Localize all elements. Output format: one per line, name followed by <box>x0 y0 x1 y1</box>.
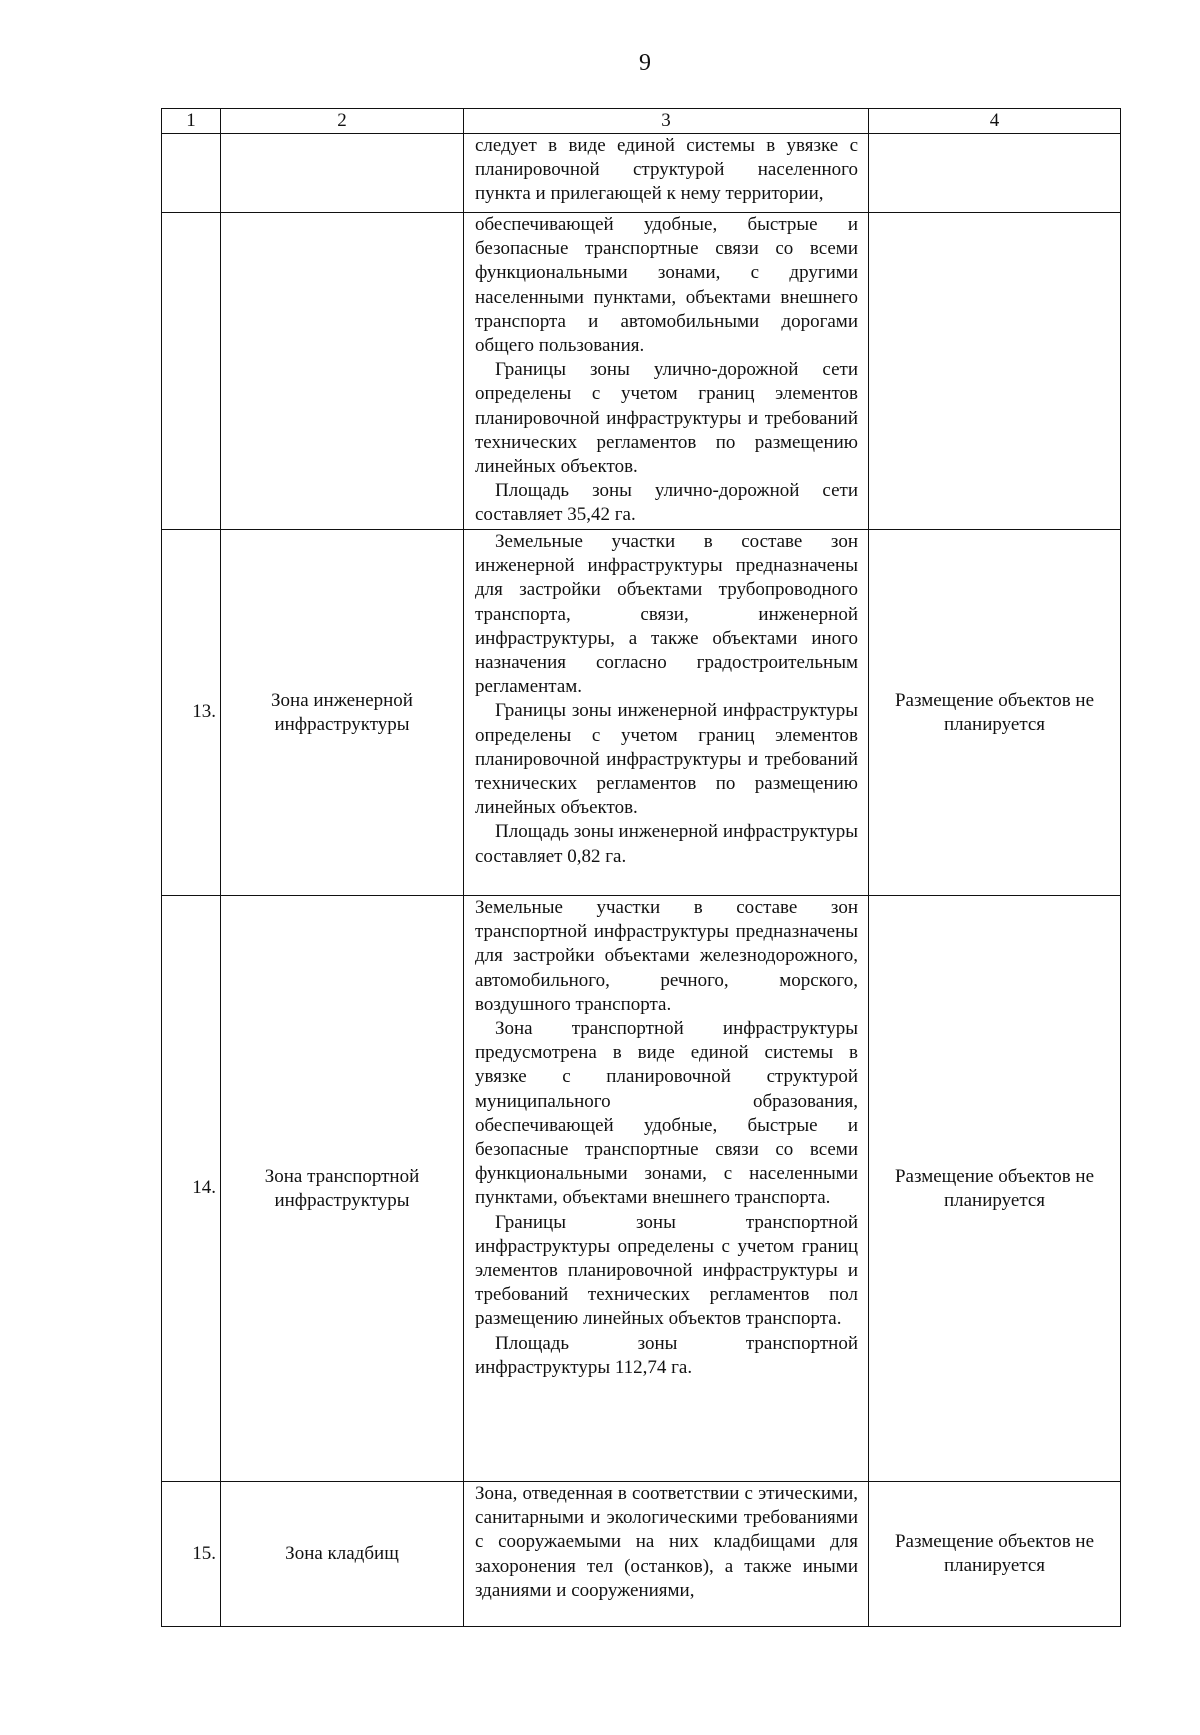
zone-description <box>464 896 869 1482</box>
description-paragraph: Границы зоны улично-дорожной сети определены с учетом границ элементов планировочной инфраструктуры и требований технических регламентов по размещению линейных объектов. <box>475 359 858 478</box>
table-row <box>162 134 1121 213</box>
row-number: 13. <box>162 530 221 896</box>
description-paragraph: Границы зоны инженерной инфраструктуры определены с учетом границ элементов планировочной инфраструктуры и требований технических регламентов по размещению линейных объектов. <box>475 700 858 819</box>
description-paragraph: Площадь зоны улично-дорожной сети составляет 35,42 га. <box>475 480 858 526</box>
description-paragraph: Площадь зоны транспортной инфраструктуры 112,74 га. <box>475 1332 858 1378</box>
zone-name <box>221 134 464 213</box>
table-row <box>162 896 1121 1482</box>
table-row <box>162 213 1121 530</box>
description-paragraph: Земельные участки в составе зон транспортной инфраструктуры предназначены для застройки объектами железнодорожного, автомобильного, речного, морского, воздушного транспорта. <box>475 897 858 1015</box>
table-row <box>162 1482 1121 1627</box>
table-row <box>162 530 1121 896</box>
planned-objects <box>869 134 1121 213</box>
column-header-3: 3 <box>464 109 869 134</box>
column-header-1: 1 <box>162 109 221 134</box>
description-paragraph: обеспечивающей удобные, быстрые и безопасные транспортные связи со всеми функциональными зонами, с другими населенными пунктами, объектами внешнего транспорта и автомобильными дорогами общего пользования. <box>475 214 858 357</box>
row-number: 14. <box>162 896 221 1482</box>
zones-table <box>161 108 1121 1627</box>
planned-objects <box>869 213 1121 530</box>
planned-objects: Размещение объектов не планируется <box>869 1482 1121 1627</box>
zone-description <box>464 530 869 896</box>
row-number <box>162 134 221 213</box>
column-header-4: 4 <box>869 109 1121 134</box>
planned-objects: Размещение объектов не планируется <box>869 530 1121 896</box>
description-paragraph: Зона транспортной инфраструктуры предусмотрена в виде единой системы в увязке с планировочной структурой муниципального образования, обеспечивающей удобные, быстрые и безопасные транспортные связи со всеми функциональными зонами, с населенными пунктами, объектами внешнего транспорта. <box>475 1018 858 1209</box>
planned-objects: Размещение объектов не планируется <box>869 896 1121 1482</box>
table-header-row <box>162 109 1121 134</box>
description-paragraph: Площадь зоны инженерной инфраструктуры составляет 0,82 га. <box>475 821 858 867</box>
row-number: 15. <box>162 1482 221 1627</box>
column-header-2: 2 <box>221 109 464 134</box>
description-paragraph: Границы зоны транспортной инфраструктуры определены с учетом границ элементов планировочной инфраструктуры и требований технических регламентов пол размещению линейных объектов транспорта. <box>475 1211 858 1330</box>
zone-description <box>464 213 869 530</box>
zone-description <box>464 134 869 213</box>
description-paragraph: Зона, отведенная в соответствии с этическими, санитарными и экологическими требованиями с сооружаемыми на них кладбищами для захоронения тел (останков), а также иными зданиями и сооружениями, <box>475 1483 858 1601</box>
row-number <box>162 213 221 530</box>
zone-name: Зона инженерной инфраструктуры <box>221 530 464 896</box>
page-number: 9 <box>639 50 651 76</box>
zone-description <box>464 1482 869 1627</box>
description-paragraph: следует в виде единой системы в увязке с планировочной структурой населенного пункта и прилегающей к нему территории, <box>475 135 858 205</box>
zone-name <box>221 213 464 530</box>
zone-name: Зона транспортной инфраструктуры <box>221 896 464 1482</box>
zone-name: Зона кладбищ <box>221 1482 464 1627</box>
description-paragraph: Земельные участки в составе зон инженерной инфраструктуры предназначены для застройки объектами трубопроводного транспорта, связи, инженерной инфраструктуры, а также объектами иного назначения согласно градостроительным регламентам. <box>475 531 858 698</box>
